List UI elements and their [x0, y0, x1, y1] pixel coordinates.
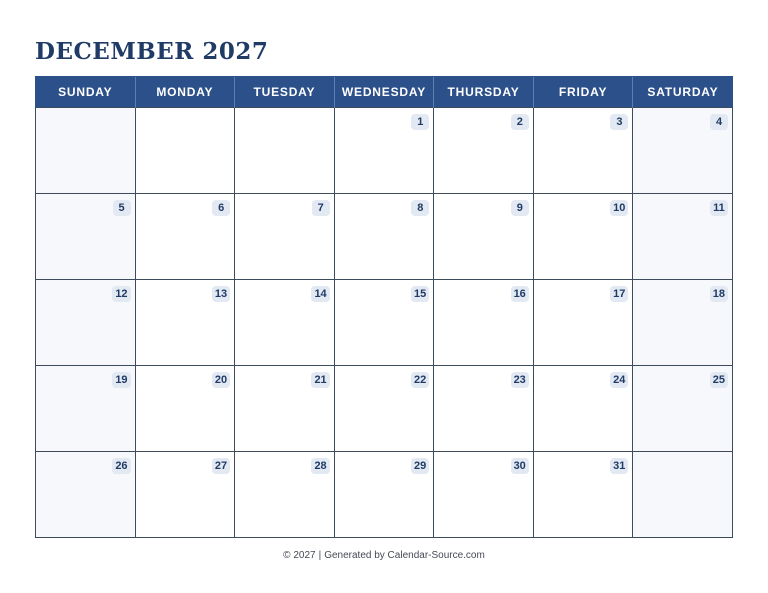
day-number: 8	[411, 200, 429, 216]
footer	[0, 550, 768, 561]
weekday-header-saturday: SATURDAY	[633, 77, 733, 108]
footer-generated-by: Generated by Calendar-Source.com	[324, 550, 485, 561]
day-number: 17	[610, 286, 628, 302]
week-row	[36, 280, 733, 366]
day-number: 30	[511, 458, 529, 474]
day-cell	[334, 108, 434, 194]
day-number: 5	[113, 200, 131, 216]
day-cell	[235, 194, 335, 280]
day-cell	[135, 108, 235, 194]
day-cell	[434, 108, 534, 194]
day-cell	[235, 366, 335, 452]
day-cell	[235, 108, 335, 194]
day-cell	[36, 452, 136, 538]
week-row	[36, 452, 733, 538]
day-number: 16	[511, 286, 529, 302]
day-cell	[36, 366, 136, 452]
day-cell	[434, 194, 534, 280]
day-number: 13	[212, 286, 230, 302]
day-number: 2	[511, 114, 529, 130]
weekday-header-wednesday: WEDNESDAY	[334, 77, 434, 108]
day-number: 20	[212, 372, 230, 388]
day-cell	[36, 280, 136, 366]
day-cell	[235, 452, 335, 538]
day-number: 21	[311, 372, 329, 388]
day-cell	[434, 452, 534, 538]
day-cell	[334, 366, 434, 452]
day-number: 28	[311, 458, 329, 474]
week-row	[36, 108, 733, 194]
day-cell	[633, 108, 733, 194]
weekday-header-thursday: THURSDAY	[434, 77, 534, 108]
day-number: 19	[112, 372, 130, 388]
page-title: DECEMBER 2027	[35, 38, 269, 65]
day-cell	[533, 452, 633, 538]
day-number: 14	[311, 286, 329, 302]
weekday-header-sunday: SUNDAY	[36, 77, 136, 108]
day-number: 23	[511, 372, 529, 388]
footer-separator: |	[318, 550, 322, 561]
day-cell	[235, 280, 335, 366]
day-cell	[633, 280, 733, 366]
day-number: 25	[710, 372, 728, 388]
day-cell	[533, 280, 633, 366]
day-cell	[633, 194, 733, 280]
weekday-header-friday: FRIDAY	[533, 77, 633, 108]
day-cell	[533, 108, 633, 194]
day-cell	[334, 452, 434, 538]
day-number: 4	[710, 114, 728, 130]
day-number: 15	[411, 286, 429, 302]
day-number: 22	[411, 372, 429, 388]
day-number: 6	[212, 200, 230, 216]
day-number: 9	[511, 200, 529, 216]
day-cell	[633, 452, 733, 538]
day-number: 26	[112, 458, 130, 474]
day-cell	[36, 194, 136, 280]
day-number: 10	[610, 200, 628, 216]
day-cell	[434, 366, 534, 452]
weekday-header-tuesday: TUESDAY	[235, 77, 335, 108]
day-cell	[135, 366, 235, 452]
day-cell	[135, 194, 235, 280]
day-number: 27	[212, 458, 230, 474]
day-cell	[633, 366, 733, 452]
day-number: 1	[411, 114, 429, 130]
week-row	[36, 366, 733, 452]
day-number: 12	[112, 286, 130, 302]
day-number: 24	[610, 372, 628, 388]
day-cell	[135, 280, 235, 366]
day-number: 18	[710, 286, 728, 302]
weekday-header-monday: MONDAY	[135, 77, 235, 108]
month-calendar-grid	[35, 76, 733, 538]
day-number: 7	[312, 200, 330, 216]
day-cell	[533, 194, 633, 280]
day-number: 3	[610, 114, 628, 130]
day-cell	[135, 452, 235, 538]
day-cell	[533, 366, 633, 452]
weekday-header-row	[36, 77, 733, 108]
footer-copyright: © 2027	[283, 550, 316, 561]
week-row	[36, 194, 733, 280]
day-number: 11	[710, 200, 728, 216]
day-cell	[334, 194, 434, 280]
day-number: 31	[610, 458, 628, 474]
day-cell	[334, 280, 434, 366]
day-cell	[36, 108, 136, 194]
day-number: 29	[411, 458, 429, 474]
day-cell	[434, 280, 534, 366]
